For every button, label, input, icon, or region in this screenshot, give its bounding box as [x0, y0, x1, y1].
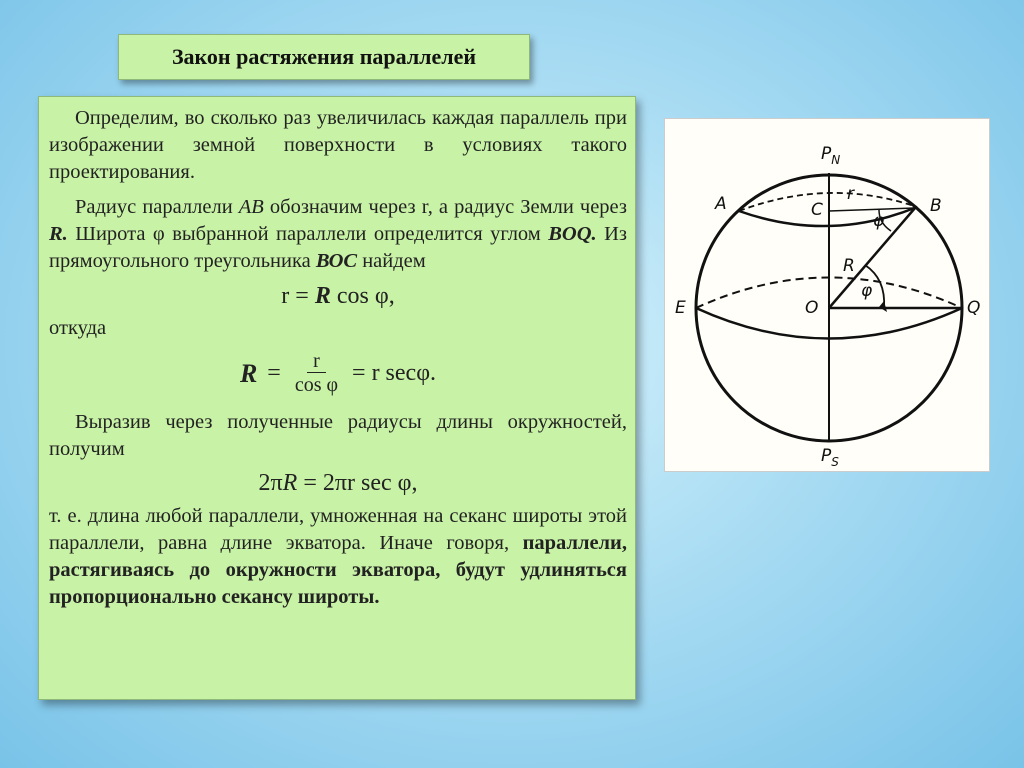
p2-text-e: найдем [357, 250, 426, 272]
label-phi-o: φ [861, 281, 873, 301]
label-e: E [675, 298, 686, 318]
label-pn: $P_N$ [821, 144, 841, 167]
formula2-eq: = [267, 359, 281, 386]
p2-text-c: Широта φ выбранной параллели определится углом [67, 223, 549, 245]
p2-boq: BOQ. [548, 223, 597, 245]
formula2-tail: = r secφ. [352, 359, 437, 386]
globe-diagram [664, 118, 990, 472]
text-panel [38, 96, 636, 700]
globe-svg [665, 119, 989, 471]
p2-boc: ВОС [315, 250, 358, 272]
slide-title-box [118, 34, 530, 80]
from-word: откуда [49, 317, 107, 339]
angle-arrow-o [879, 301, 887, 312]
formula3-a: 2π [258, 470, 283, 496]
paragraph-3: Выразив через полученные радиусы длины окружностей, получим [49, 411, 627, 460]
formula1-R: R [314, 283, 331, 309]
label-big-r: R [843, 256, 855, 276]
label-small-r: r [847, 184, 854, 204]
formula2-R: R [239, 358, 258, 388]
radius-cb [829, 208, 915, 211]
formula-r-equals [49, 279, 627, 313]
p4-text: т. е. длина любой параллели, умноженная на секанс широты этой параллели, равна длине экватора. Иначе говоря, [49, 505, 627, 554]
label-q: Q [967, 298, 981, 318]
formula2-fraction [289, 350, 344, 397]
formula2-denominator: cos φ [294, 373, 339, 396]
formula2-numerator: r [307, 350, 326, 373]
label-phi-b: φ [873, 211, 885, 231]
p2-text-a: Радиус параллели [75, 196, 239, 218]
slide-title: Закон растяжения параллелей [171, 44, 477, 69]
formula-circumference [49, 463, 627, 503]
formula3-R: R [282, 470, 298, 496]
formula3-b: = 2πr sec φ, [297, 470, 418, 496]
formula-R-equals [49, 343, 627, 403]
label-ps: $P_S$ [821, 446, 839, 469]
label-a: A [715, 194, 727, 214]
label-b: B [930, 196, 942, 216]
formula1-tail: cos φ, [330, 283, 395, 309]
paragraph-2 [49, 194, 627, 275]
p4-bold-conclusion: параллели, растягиваясь до окружности экватора, будут удлиняться пропорционально секансу широты. [49, 532, 627, 608]
p2-R: R. [49, 223, 68, 245]
label-o: O [805, 298, 819, 318]
p2-ab: АВ [238, 196, 264, 218]
paragraph-1: Определим, во сколько раз увеличилась каждая параллель при изображении земной поверхности в условиях такого проектирования. [49, 107, 627, 183]
paragraph-4 [49, 503, 627, 611]
p2-text-d: Из прямоугольного треугольника [49, 223, 627, 272]
p2-text-b: обозначим через r, а радиус Земли через [263, 196, 627, 218]
formula1-r: r = [281, 283, 315, 309]
label-c: C [811, 200, 823, 220]
